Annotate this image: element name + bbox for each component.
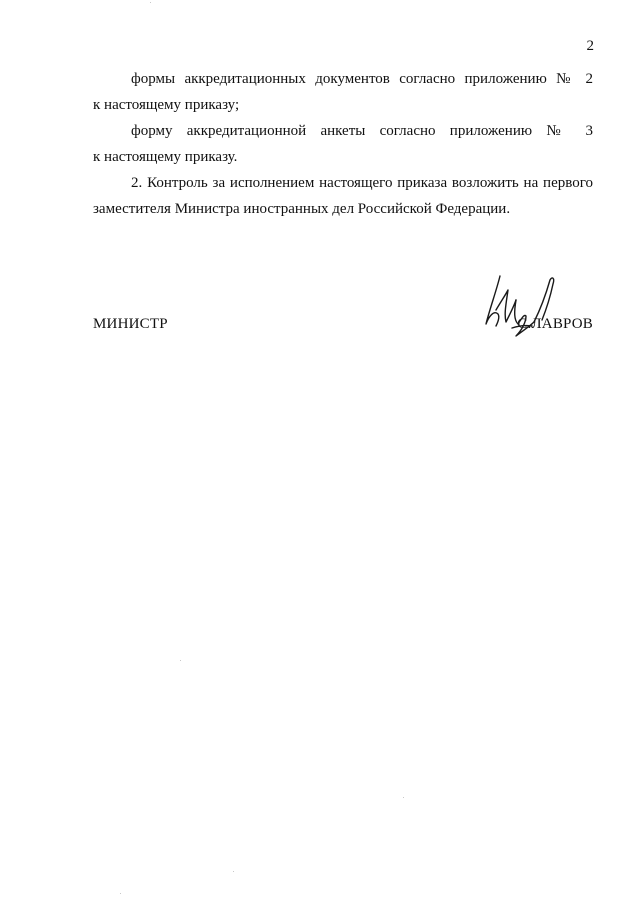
handwritten-signature [480,270,570,342]
paragraph-continuation: заместителя Министра иностранных дел Российской Федерации. [93,201,511,217]
signatory-name: С.ЛАВРОВ [517,316,593,332]
paragraph-first-line: форму аккредитационной анкеты согласно приложению № 3 [131,123,593,139]
paragraph-first-line: 2. Контроль за исполнением настоящего приказа возложить на первого [131,175,593,191]
paragraph-continuation: к настоящему приказу. [93,149,238,165]
page-number: 2 [586,38,594,54]
paragraph-appendix-2 [93,66,593,118]
paragraph-control-clause [93,170,593,222]
paragraph-first-line: формы аккредитационных документов согласно приложению № 2 [131,71,593,87]
paragraph-continuation: к настоящему приказу; [93,97,240,113]
signatory-title: МИНИСТР [93,316,168,332]
paragraph-appendix-3 [93,118,593,170]
